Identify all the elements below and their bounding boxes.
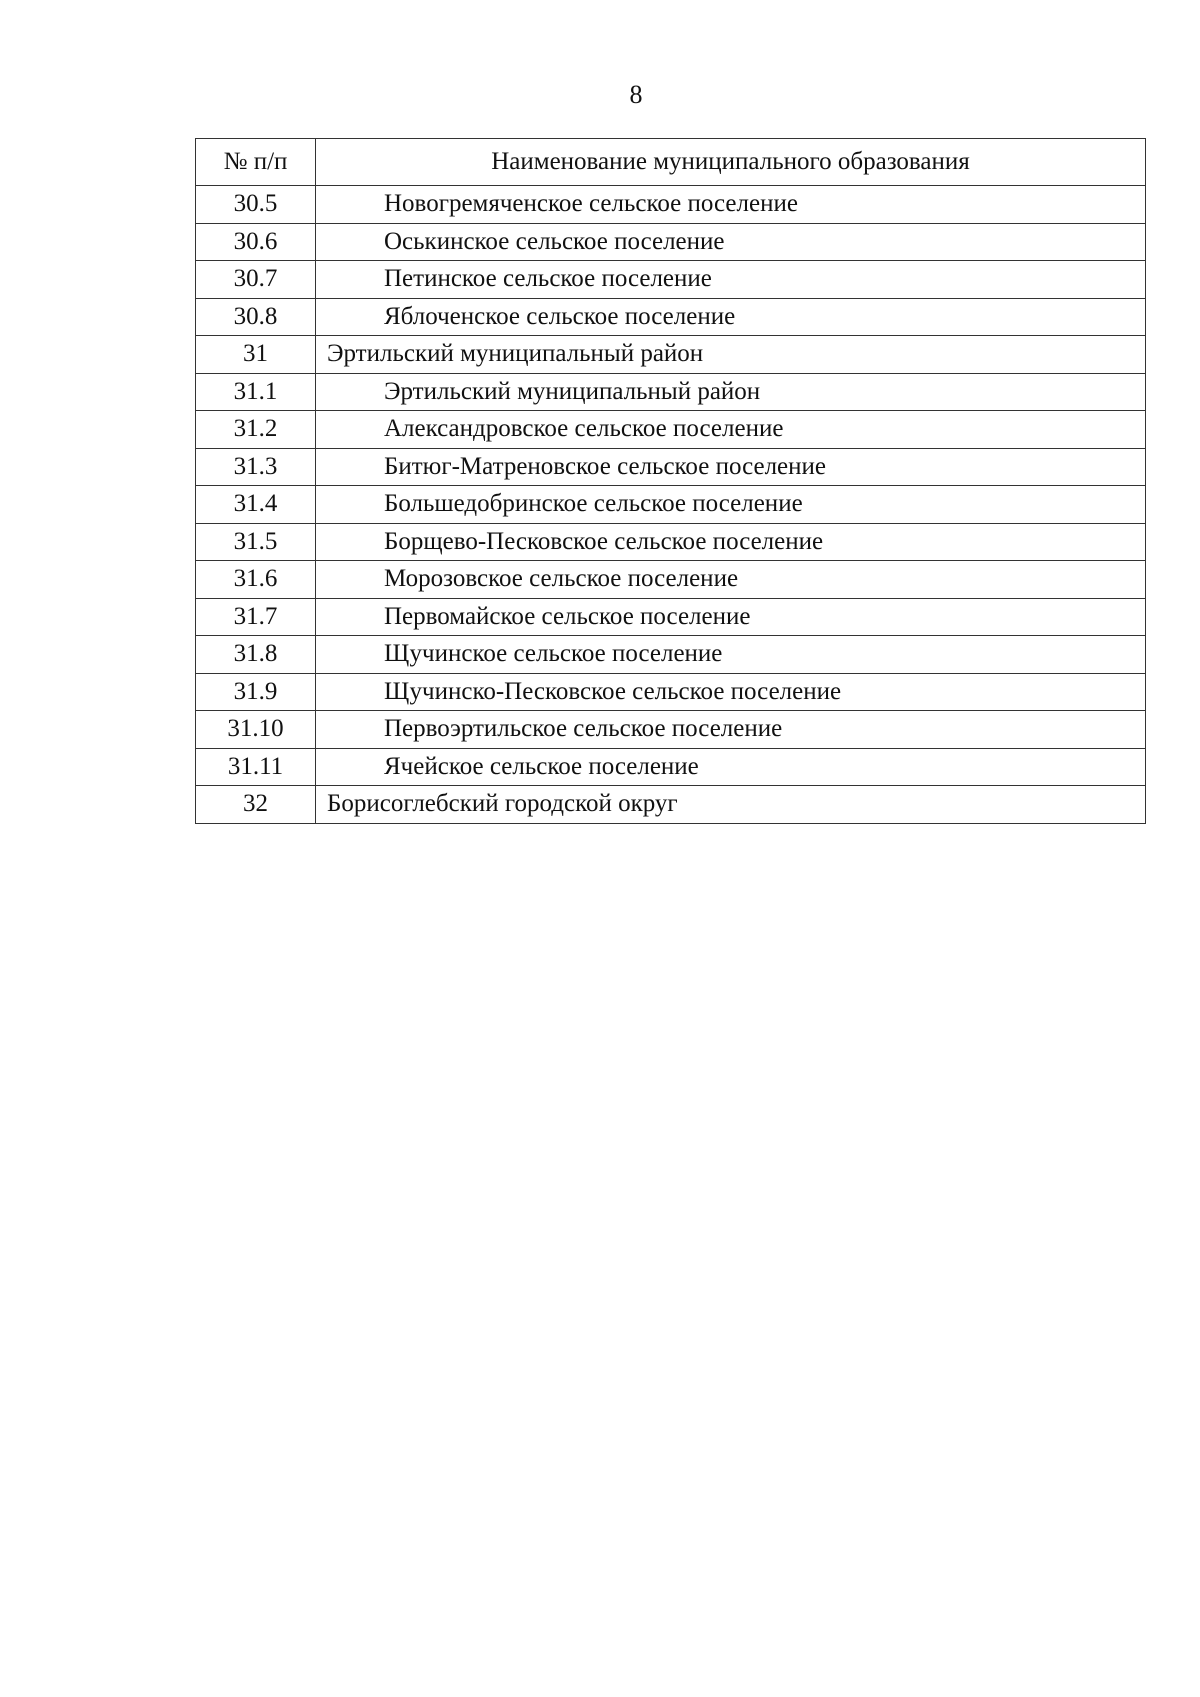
table-row (196, 711, 1146, 749)
row-number: 32 (196, 786, 316, 824)
table-row (196, 748, 1146, 786)
municipality-name: Эртильский муниципальный район (316, 373, 1146, 411)
municipality-name: Большедобринское сельское поселение (316, 486, 1146, 524)
row-number: 31.9 (196, 673, 316, 711)
table-row (196, 486, 1146, 524)
table-row (196, 223, 1146, 261)
municipality-name: Первоэртильское сельское поселение (316, 711, 1146, 749)
municipality-name: Борисоглебский городской округ (316, 786, 1146, 824)
row-number: 30.6 (196, 223, 316, 261)
municipality-name: Первомайское сельское поселение (316, 598, 1146, 636)
table-row (196, 598, 1146, 636)
row-number: 31.5 (196, 523, 316, 561)
municipal-table (195, 138, 1146, 824)
municipality-name: Александровское сельское поселение (316, 411, 1146, 449)
table-row (196, 261, 1146, 299)
table-row (196, 673, 1146, 711)
table-row (196, 298, 1146, 336)
row-number: 31.8 (196, 636, 316, 674)
table-row (196, 448, 1146, 486)
municipality-name: Ячейское сельское поселение (316, 748, 1146, 786)
municipality-name: Новогремяченское сельское поселение (316, 186, 1146, 224)
municipality-name: Петинское сельское поселение (316, 261, 1146, 299)
row-number: 31.2 (196, 411, 316, 449)
municipality-name: Яблоченское сельское поселение (316, 298, 1146, 336)
table-row (196, 786, 1146, 824)
row-number: 31.7 (196, 598, 316, 636)
column-header-name: Наименование муниципального образования (316, 139, 1146, 186)
table-row (196, 336, 1146, 374)
row-number: 30.5 (196, 186, 316, 224)
page-number: 8 (629, 80, 643, 109)
row-number: 30.7 (196, 261, 316, 299)
table-row (196, 523, 1146, 561)
table-row (196, 636, 1146, 674)
row-number: 31.4 (196, 486, 316, 524)
row-number: 31 (196, 336, 316, 374)
row-number: 31.11 (196, 748, 316, 786)
municipality-name: Оськинское сельское поселение (316, 223, 1146, 261)
municipality-name: Борщево-Песковское сельское поселение (316, 523, 1146, 561)
table-row (196, 561, 1146, 599)
table-row (196, 186, 1146, 224)
municipality-name: Эртильский муниципальный район (316, 336, 1146, 374)
table-row (196, 373, 1146, 411)
row-number: 31.10 (196, 711, 316, 749)
row-number: 30.8 (196, 298, 316, 336)
municipality-name: Морозовское сельское поселение (316, 561, 1146, 599)
table-row (196, 411, 1146, 449)
row-number: 31.6 (196, 561, 316, 599)
row-number: 31.3 (196, 448, 316, 486)
column-header-number: № п/п (196, 139, 316, 186)
municipality-name: Битюг-Матреновское сельское поселение (316, 448, 1146, 486)
row-number: 31.1 (196, 373, 316, 411)
table-header-row (196, 139, 1146, 186)
municipality-name: Щучинско-Песковское сельское поселение (316, 673, 1146, 711)
municipality-name: Щучинское сельское поселение (316, 636, 1146, 674)
